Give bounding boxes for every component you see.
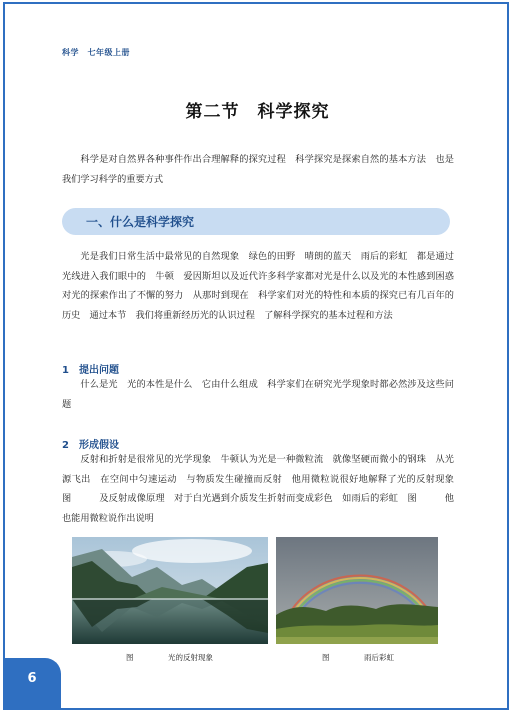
step2-heading: 2 形成假设 bbox=[62, 440, 119, 451]
figure2-number: 图 bbox=[322, 653, 330, 662]
lake-reflection-image bbox=[72, 537, 268, 644]
figure1-number: 图 bbox=[126, 653, 134, 662]
section-heading: 一、什么是科学探究 bbox=[86, 215, 195, 229]
figure1-caption-text: 光的反射现象 bbox=[168, 653, 213, 662]
step1-paragraph: 什么是光 光的本性是什么 它由什么组成 科学家们在研究光学现象时都必然涉及这些问题 bbox=[62, 379, 454, 410]
figure2-caption bbox=[322, 652, 394, 663]
section1-paragraph: 光是我们日常生活中最常见的自然现象 绿色的田野 晴朗的蓝天 雨后的彩虹 都是通过光线进入我们眼中的 牛顿 爱因斯坦以及近代许多科学家都对光是什么以及光的本性感到困惑 对光的探索作出了不懈的努力 从那时到现在 科学家们对光的特性和本质的探究已有几百年的历史 通过本节 我们将重新经历光的认识过程 了解科学探究的基本过程和方法 bbox=[62, 251, 464, 321]
figure2-caption-text: 雨后彩虹 bbox=[364, 653, 394, 662]
section-heading-bar bbox=[62, 208, 450, 235]
running-head: 科学 七年级上册 bbox=[62, 48, 130, 57]
rainbow-image bbox=[276, 537, 438, 644]
page-number-tab bbox=[3, 658, 61, 710]
intro-paragraph: 科学是对自然界各种事件作出合理解释的探究过程 科学探究是探索自然的基本方法 也是我们学习科学的重要方式 bbox=[62, 154, 454, 185]
section-title: 第二节 科学探究 bbox=[185, 102, 330, 122]
step2-paragraph: 反射和折射是很常见的光学现象 牛顿认为光是一种微粒流 就像坚硬而微小的钢珠 从光源飞出 在空间中匀速运动 与物质发生碰撞而反射 他用微粒说很好地解释了光的反射现象 图 及反射成像原理 对于白光遇到介质发生折射而变成彩色 如雨后的彩虹 图 他也能用微粒说作出说明 bbox=[62, 454, 464, 524]
step1-heading: 1 提出问题 bbox=[62, 365, 119, 376]
page-number: 6 bbox=[27, 671, 37, 686]
figure1-caption bbox=[126, 652, 213, 663]
